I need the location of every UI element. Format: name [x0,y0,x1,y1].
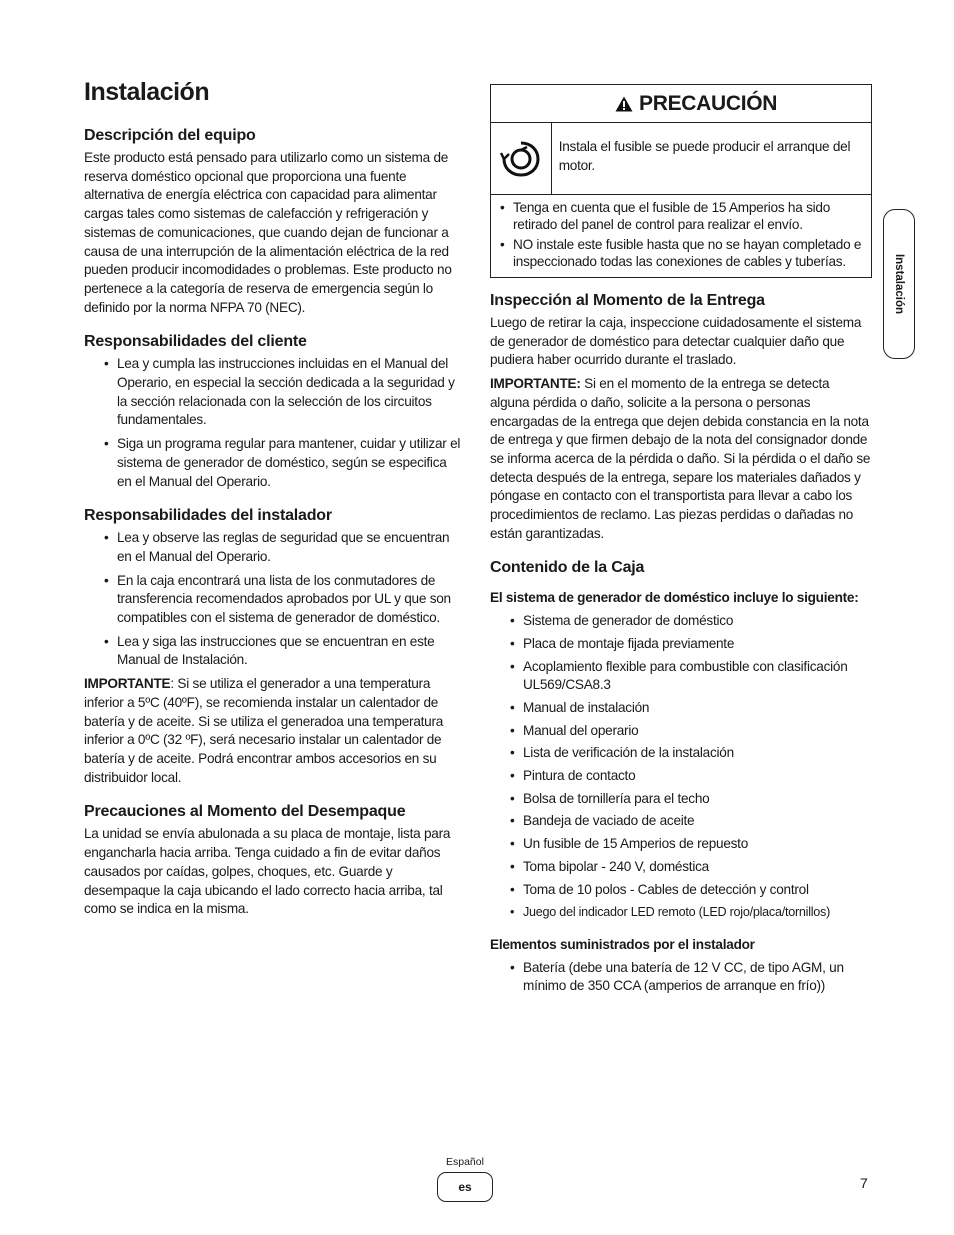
section-desempaque [84,803,464,919]
warning-triangle-icon [615,96,633,112]
list-item: • Pintura de contacto [523,767,872,786]
section-body: Este producto está pensado para utilizarlo como un sistema de reserva doméstico opcional que proporciona una fuente alternativa de energía eléctrica con capacidad para alimentar cargas tales como sistemas de calefacción y refrigeración y sistemas de comunicaciones, que cuando dejan de funcionar a causa de una interrupción de la alimentación eléctrica de la red pueden producir incomodidades o problemas. Este producto no pertenece a la categoría de reserva de emergencia según lo definido por la norma NFPA 70 (NEC). [84,150,452,315]
subheading: El sistema de generador de doméstico incluye lo siguiente: [490,590,859,606]
list-item: • Siga un programa regular para mantener, cuidar y utilizar el sistema de generador de doméstico, según se especifica en el Manual del Operario. [117,435,464,491]
bullet-list [490,612,872,922]
list-item: • Lea y siga las instrucciones que se encuentran en este Manual de Instalación. [117,633,464,670]
section-heading: Responsabilidades del cliente [84,333,307,351]
bullet-list [490,959,872,996]
section-descripcion [84,127,464,317]
section-body: La unidad se envía abulonada a su placa de montaje, lista para engancharla hacia arriba. Tenga cuidado a fin de evitar daños causados por caídas, golpes, choques, etc. Guarde y desempaque la caja ubicando el lado correcto hacia arriba, tal como se indica en la misma. [84,826,451,917]
right-column [490,84,872,1012]
list-item: • Manual del operario [523,722,872,741]
important-text: : Si se utiliza el generador a una temperatura inferior a 5ºC (40ºF), se recomienda instalar un calentador de batería y de aceite. Si se utiliza el generadoa una temperatura inferior a 0ºC (32 ºF), será necesario instalar un calentador de batería y de aceite. Podrá encontrar ambos accesorios en su distribuidor local. [84,676,444,785]
list-item: • Sistema de generador de doméstico [523,612,872,631]
section-instalador [84,507,464,787]
subheading: Elementos suministrados por el instalador [490,936,755,952]
list-item: • En la caja encontrará una lista de los conmutadores de transferencia recomendados aprobados por UL y que son compatibles con el sistema de generador de doméstico. [117,572,464,628]
footer-language: Español [446,1156,484,1168]
list-item: • Manual de instalación [523,699,872,718]
caution-list [491,195,871,277]
list-item: • Bolsa de tornillería para el techo [523,790,872,809]
list-item: • Toma bipolar - 240 V, doméstica [523,858,872,877]
list-item: • Lista de verificación de la instalación [523,744,872,763]
important-label: IMPORTANTE: [490,376,581,392]
section-heading: Precauciones al Momento del Desempaque [84,803,406,821]
section-heading: Contenido de la Caja [490,559,645,577]
left-column [84,78,464,935]
section-inspeccion [490,292,872,543]
section-body: Luego de retirar la caja, inspeccione cuidadosamente el sistema de generador de doméstico para detectar cualquier daño que pudiera haber ocurrido durante el traslado. [490,315,862,368]
list-item: • Lea y cumpla las instrucciones incluidas en el Manual del Operario, en especial la sección dedicada a la seguridad y la sección relacionada con la selección de los circuitos fundamentales. [117,355,464,430]
caution-title: PRECAUCIÓN [639,91,778,115]
page-number: 7 [860,1175,868,1191]
list-item: • Bandeja de vaciado de aceite [523,812,872,831]
important-label: IMPORTANTE [84,676,171,692]
list-item: • Un fusible de 15 Amperios de repuesto [523,835,872,854]
list-item: • Toma de 10 polos - Cables de detección y control [523,881,872,900]
side-tab-label: Instalación [893,253,905,315]
language-badge: es [437,1172,493,1202]
important-note [84,675,464,787]
list-item: • Acoplamiento flexible para combustible con clasificación UL569/CSA8.3 [523,658,872,695]
list-item: • Placa de montaje fijada previamente [523,635,872,654]
list-item: • NO instale este fusible hasta que no se hayan completado e inspeccionado todas las conexiones de cables y tuberías. [513,236,865,270]
side-tab [883,209,915,359]
caution-box [490,84,872,278]
section-contenido [490,559,872,996]
list-item: • Lea y observe las reglas de seguridad que se encuentran en el Manual del Operario. [117,529,464,566]
section-heading: Inspección al Momento de la Entrega [490,292,765,309]
list-item: • Juego del indicador LED remoto (LED rojo/placa/tornillos) [523,903,872,922]
bullet-list [491,199,865,270]
page-title: Instalación [84,78,210,106]
bullet-list [84,355,464,491]
section-heading: Descripción del equipo [84,127,256,144]
list-item: • Tenga en cuenta que el fusible de 15 Amperios ha sido retirado del panel de control para realizar el envío. [513,199,865,233]
section-cliente [84,333,464,491]
moving-parts-icon [491,123,552,194]
caution-icon-row [491,123,871,195]
list-item: • Batería (debe una batería de 12 V CC, de tipo AGM, un mínimo de 350 CCA (amperios de arranque en frío)) [523,959,872,996]
caution-row-text: Instala el fusible se puede producir el arranque del motor. [558,139,851,173]
bullet-list [84,529,464,670]
section-heading: Responsabilidades del instalador [84,507,332,525]
important-note [490,375,872,543]
caution-header [491,85,871,123]
important-text: Si en el momento de la entrega se detecta alguna pérdida o daño, solicite a la persona o personas encargadas de la entrega que dejen debida constancia en la nota de entrega y que firmen debajo de la nota del consignador donde se informa acerca de la pérdida o daño. Si la pérdida o el daño se detecta después de la entrega, separe los materiales dañados y póngase en contacto con el transportista para llevar a cabo los procedimientos de reclamo. Las piezas perdidas o dañadas no están garantizadas. [490,376,871,541]
